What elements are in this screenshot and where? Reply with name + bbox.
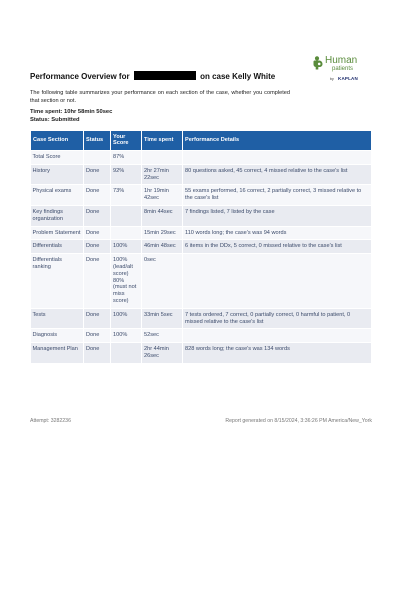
- cell-section: Key findings organization: [31, 205, 84, 226]
- time-spent: Time spent: 10hr 58min 50sec: [30, 109, 113, 116]
- cell-score: [111, 226, 142, 240]
- col-header-case-section: Case Section: [31, 130, 84, 150]
- cell-time: 8min 44sec: [142, 205, 183, 226]
- submission-status: Status: Submitted: [30, 116, 80, 123]
- cell-score: 100%: [111, 240, 142, 254]
- performance-table: [30, 130, 372, 364]
- title-row: [30, 55, 372, 84]
- cell-status: Done: [84, 164, 111, 185]
- page-title: [30, 71, 275, 81]
- cell-score: 92%: [111, 164, 142, 185]
- cell-time: 33min 5sec: [142, 308, 183, 329]
- cell-time: 1hr 19min 42sec: [142, 185, 183, 206]
- col-header-status: Status: [84, 130, 111, 150]
- table-header-row: [31, 130, 372, 150]
- cell-details: 828 words long; the case's was 134 words: [183, 343, 372, 364]
- cell-status: Done: [84, 240, 111, 254]
- cell-details: [183, 150, 372, 164]
- cell-section: Differentials ranking: [31, 254, 84, 309]
- cell-details: 55 exams performed, 16 correct, 2 partially correct, 3 missed relative to the case's list: [183, 185, 372, 206]
- cell-section: Management Plan: [31, 343, 84, 364]
- table-row: [31, 164, 372, 185]
- cell-details: 7 findings listed, 7 listed by the case: [183, 205, 372, 226]
- logo-by-text: by: [330, 77, 334, 81]
- cell-section: Physical exams: [31, 185, 84, 206]
- cell-score: 100% (lead/alt score) 80% (must not miss score): [111, 254, 142, 309]
- cell-section: Tests: [31, 308, 84, 329]
- cell-time: 0sec: [142, 254, 183, 309]
- report-generated: Report generated on 8/15/2024, 3:36:26 PM America/New_York: [225, 418, 372, 424]
- cell-status: Done: [84, 329, 111, 343]
- col-header-score: Your Score: [111, 130, 142, 150]
- human-patients-logo: [312, 56, 374, 90]
- cell-details: 110 words long; the case's was 94 words: [183, 226, 372, 240]
- cell-time: 46min 48sec: [142, 240, 183, 254]
- table-row: [31, 205, 372, 226]
- cell-time: 2hr 44min 26sec: [142, 343, 183, 364]
- col-header-performance-details: Performance Details: [183, 130, 372, 150]
- cell-status: Done: [84, 185, 111, 206]
- report-page: [30, 55, 372, 364]
- human-figure-icon: [312, 56, 324, 70]
- logo-kaplan-text: KAPLAN: [338, 76, 358, 81]
- logo-patients-text: patients: [332, 66, 354, 72]
- cell-status: Done: [84, 254, 111, 309]
- cell-time: [142, 150, 183, 164]
- cell-time: 52sec: [142, 329, 183, 343]
- cell-score: 100%: [111, 308, 142, 329]
- cell-score: 73%: [111, 185, 142, 206]
- cell-details: 7 tests ordered, 7 correct, 0 partially correct, 0 harmful to patient, 0 missed relative to the case's list: [183, 308, 372, 329]
- col-header-time-spent: Time spent: [142, 130, 183, 150]
- table-row: [31, 343, 372, 364]
- logo-human-text: Human: [325, 55, 358, 66]
- cell-section: Total Score: [31, 150, 84, 164]
- table-row: [31, 240, 372, 254]
- cell-score: 87%: [111, 150, 142, 164]
- table-row: [31, 308, 372, 329]
- cell-time: 2hr 27min 22sec: [142, 164, 183, 185]
- attempt-id: Attempt: 3282236: [30, 418, 71, 424]
- cell-section: Diagnosis: [31, 329, 84, 343]
- cell-section: Problem Statement: [31, 226, 84, 240]
- title-prefix: Performance Overview for: [30, 72, 130, 81]
- cell-section: Differentials: [31, 240, 84, 254]
- table-row: [31, 226, 372, 240]
- table-row: [31, 150, 372, 164]
- cell-status: Done: [84, 343, 111, 364]
- cell-status: Done: [84, 226, 111, 240]
- table-row: [31, 329, 372, 343]
- cell-details: 80 questions asked, 45 correct, 4 missed relative to the case's list: [183, 164, 372, 185]
- cell-status: Done: [84, 205, 111, 226]
- cell-details: [183, 329, 372, 343]
- redaction-bar: [134, 71, 196, 80]
- title-suffix: on case Kelly White: [200, 72, 276, 81]
- cell-section: History: [31, 164, 84, 185]
- cell-score: [111, 343, 142, 364]
- cell-status: [84, 150, 111, 164]
- cell-score: [111, 205, 142, 226]
- cell-score: 100%: [111, 329, 142, 343]
- cell-status: Done: [84, 308, 111, 329]
- table-row: [31, 254, 372, 309]
- cell-details: 6 items in the DDx, 5 correct, 0 missed relative to the case's list: [183, 240, 372, 254]
- cell-details: [183, 254, 372, 309]
- intro-paragraph: The following table summarizes your performance on each section of the case, whether you completed that section or not.: [30, 90, 290, 104]
- table-row: [31, 185, 372, 206]
- cell-time: 15min 29sec: [142, 226, 183, 240]
- meta-block: [30, 109, 372, 125]
